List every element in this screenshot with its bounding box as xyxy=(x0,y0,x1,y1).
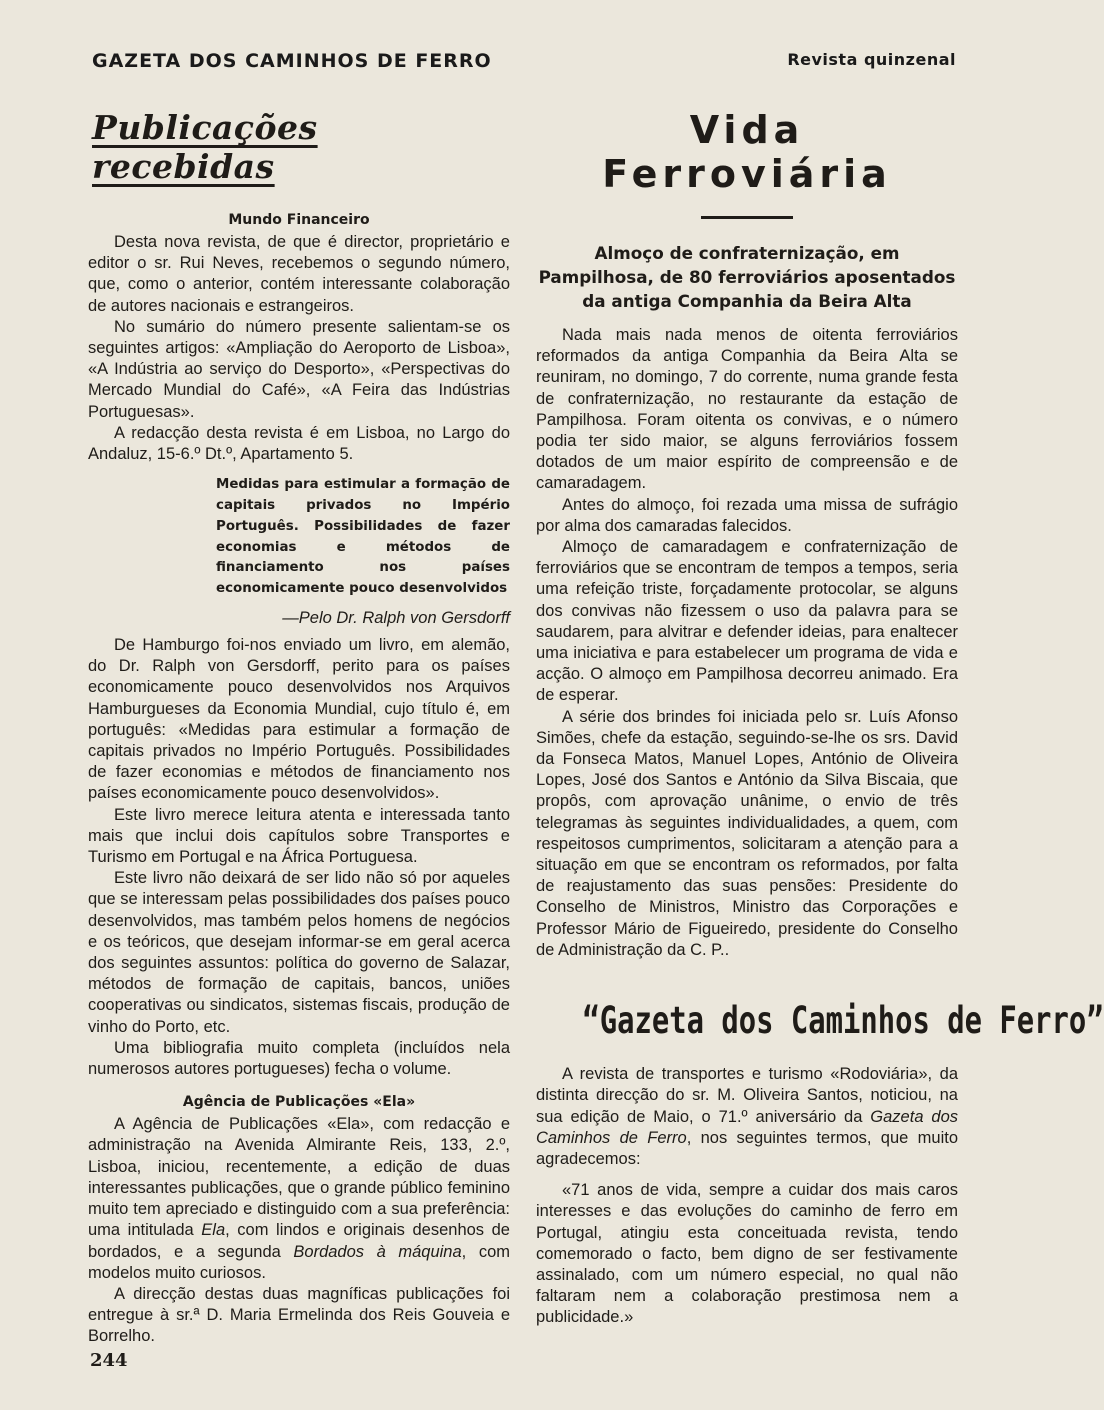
paragraph: Nada mais nada menos de oitenta ferroviários reformados da antiga Companhia da Beira Alta se reuniram, no domingo, 7 do corrente, numa grande festa de confraternização, no restaurante da estação de Pampilhosa. Foram oitenta os convivas, e o número podia ter sido maior, se alguns ferroviários fossem dotados de um maior espírito de compreensão e de camaradagem. xyxy=(536,326,958,493)
page-number: 244 xyxy=(90,1350,128,1371)
paragraph xyxy=(536,1064,958,1170)
section-title-publicacoes: Publicações recebidas xyxy=(92,108,318,186)
right-column xyxy=(536,104,1104,1329)
section-title-vida-ferroviaria: Vida Ferroviária xyxy=(602,108,892,196)
article-headline: Almoço de confraternização, em Pampilhosa, de 80 ferroviários aposentados da antiga Companhia da Beira Alta xyxy=(538,243,956,311)
text-run: , com lindos e originais desenhos de bordados, e a segunda xyxy=(88,1221,510,1261)
paragraph: Antes do almoço, foi rezada uma missa de sufrágio por alma dos camaradas falecidos. xyxy=(536,495,958,535)
header-periodicity: Revista quinzenal xyxy=(787,50,956,69)
paragraph: De Hamburgo foi-nos enviado um livro, em alemão, do Dr. Ralph von Gersdorff, perito para os países economicamente pouco desenvolvidos nos Arquivos Hamburgueses da Economia Mundial, cujo título é, em português: «Medidas para estimular a formação de capitais privados no Império Português. Possibilidades de fazer economias e métodos de financiamento nos países economicamente pouco desenvolvidos». xyxy=(88,636,510,803)
gazeta-title: “Gazeta dos Caminhos de Ferro” xyxy=(582,999,1104,1043)
text-run: , nos seguintes termos, que muito agradecemos: xyxy=(536,1128,958,1168)
publication-name-ela: Ela xyxy=(201,1221,226,1240)
book-title: Medidas para estimular a formação de capitais privados no Império Português. Possibilidades de fazer economias e métodos de financiamento nos países economicamente pouco desenvolvidos xyxy=(216,477,510,597)
paragraph: Uma bibliografia muito completa (incluídos nela numerosos autores portugueses) fecha o volume. xyxy=(88,1038,510,1079)
heading-mundo-financeiro: Mundo Financeiro xyxy=(228,212,370,228)
paragraph: A redacção desta revista é em Lisboa, no Largo do Andaluz, 15-6.º Dt.º, Apartamento 5. xyxy=(88,423,510,464)
paragraph: No sumário do número presente salientam-se os seguintes artigos: «Ampliação do Aeroporto de Lisboa», «A Indústria ao serviço do Desporto», «Perspectivas do Mercado Mundial do Café», «A Feira das Indústrias Portuguesas». xyxy=(88,317,510,421)
title-divider xyxy=(701,216,793,219)
book-author: —Pelo Dr. Ralph von Gersdorff xyxy=(282,609,510,628)
paragraph: A direcção destas duas magníficas publicações foi entregue à sr.ª D. Maria Ermelinda dos Reis Gouveia e Borrelho. xyxy=(88,1284,510,1346)
text-run: A Agência de Publicações «Ela», com redacção e administração na Avenida Almirante Reis, 133, 2.º, Lisboa, iniciou, recentemente, a edição de duas interessantes publicações, que o grande público feminino muito tem apreciado e distinguido com a sua preferência: uma intitulada xyxy=(88,1115,510,1240)
paragraph xyxy=(88,1114,510,1284)
paragraph: Almoço de camaradagem e confraternização de ferroviários que se encontram de tempos a tempos, seria uma refeição triste, forçadamente protocolar, se alguns dos convivas não fizessem o uso da palavra para se saudarem, para alvitrar e defender ideias, para enaltecer uma iniciativa e para estabelecer um programa de vida e acção. O almoço em Pampilhosa decorreu animado. Era de esperar. xyxy=(536,538,958,705)
heading-agencia-ela: Agência de Publicações «Ela» xyxy=(182,1094,416,1111)
paragraph: A série dos brindes foi iniciada pelo sr. Luís Afonso Simões, chefe da estação, seguindo-se-lhe os srs. David da Fonseca Matos, Manuel Lopes, António de Oliveira Lopes, José dos Santos e António da Silva Biscaia, que propôs, com aprovação unânime, o envio de três telegramas às seguintes individualidades, a quem, com respeitosos cumprimentos, solicitaram a atenção para a situação em que se encontram os reformados, por falta de reajustamento das suas pensões: Presidente do Conselho de Ministros, Ministro das Corporações e Professor Mário de Figueiredo, presidente do Conselho de Administração da C. P.. xyxy=(536,707,958,959)
paragraph: Este livro não deixará de ser lido não só por aqueles que se interessam pelas possibilidades dos países pouco desenvolvidos, mas também pelos homens de negócios e os teóricos, que desejam informar-se em geral acerca dos seguintes assuntos: política do governo de Salazar, métodos de formação de capitais, bancos, uniões cooperativas ou sindicatos, sistemas fiscais, produção de vinho do Porto, etc. xyxy=(88,869,510,1036)
paragraph: Desta nova revista, de que é director, proprietário e editor o sr. Rui Neves, recebemos o segundo número, que, como o anterior, contém interessante colaboração de autores nacionais e estrangeiros. xyxy=(88,233,510,315)
paragraph: Este livro merece leitura atenta e interessada tanto mais que inclui dois capítulos sobre Transportes e Turismo em Portugal e na África Portuguesa. xyxy=(88,805,510,867)
publication-name-gazeta: Gazeta dos Caminhos de Ferro xyxy=(536,1107,958,1147)
publication-name-bordados: Bordados à máquina xyxy=(293,1242,462,1261)
text-run: , com modelos muito curiosos. xyxy=(88,1242,511,1282)
quote-paragraph: «71 anos de vida, sempre a cuidar dos mais caros interesses e das evoluções do caminho de ferro em Portugal, atingiu esta conceituada revista, tendo comemorado o facto, bem digno de ser festivamente assinalado, com um número especial, no qual não faltaram nem a colaboração prestimosa nem a publicidade.» xyxy=(536,1181,958,1327)
left-column xyxy=(88,104,510,1348)
text-run: A revista de transportes e turismo «Rodoviária», da distinta direcção do sr. M. Oliveira Santos, noticiou, na sua edição de Maio, o 71.º aniversário da xyxy=(536,1065,958,1126)
header-magazine-name: GAZETA DOS CAMINHOS DE FERRO xyxy=(92,50,492,72)
